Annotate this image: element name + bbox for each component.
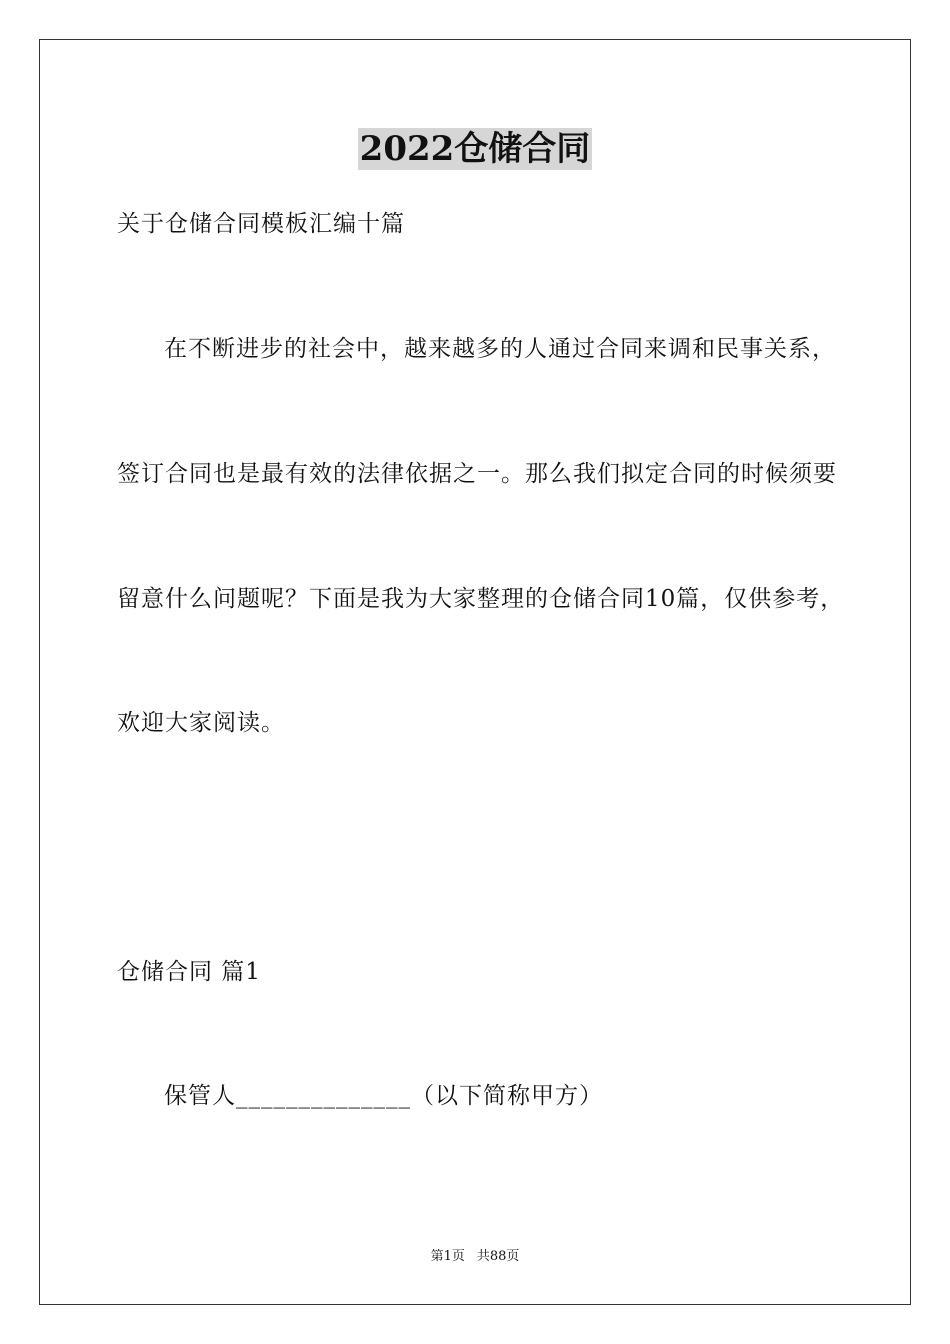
section-heading: 仓储合同 篇1 [117, 959, 261, 985]
page-footer [0, 1248, 950, 1266]
intro-line-4: 欢迎大家阅读。 [117, 710, 285, 736]
intro-line-3: 留意什么问题呢？下面是我为大家整理的仓储合同10篇，仅供参考， [117, 586, 845, 612]
intro-line-2: 签订合同也是最有效的法律依据之一。那么我们拟定合同的时候须要 [117, 461, 837, 487]
page-total: 共88页 [476, 1249, 520, 1264]
document-subtitle: 关于仓储合同模板汇编十篇 [117, 211, 405, 237]
intro-line-1: 在不断进步的社会中，越来越多的人通过合同来调和民事关系， [164, 336, 836, 362]
document-title: 2022仓储合同 [359, 129, 591, 169]
party-line: 保管人______________（以下简称甲方） [164, 1083, 603, 1109]
title-container [0, 128, 950, 170]
page-number: 第1页 [430, 1249, 465, 1264]
